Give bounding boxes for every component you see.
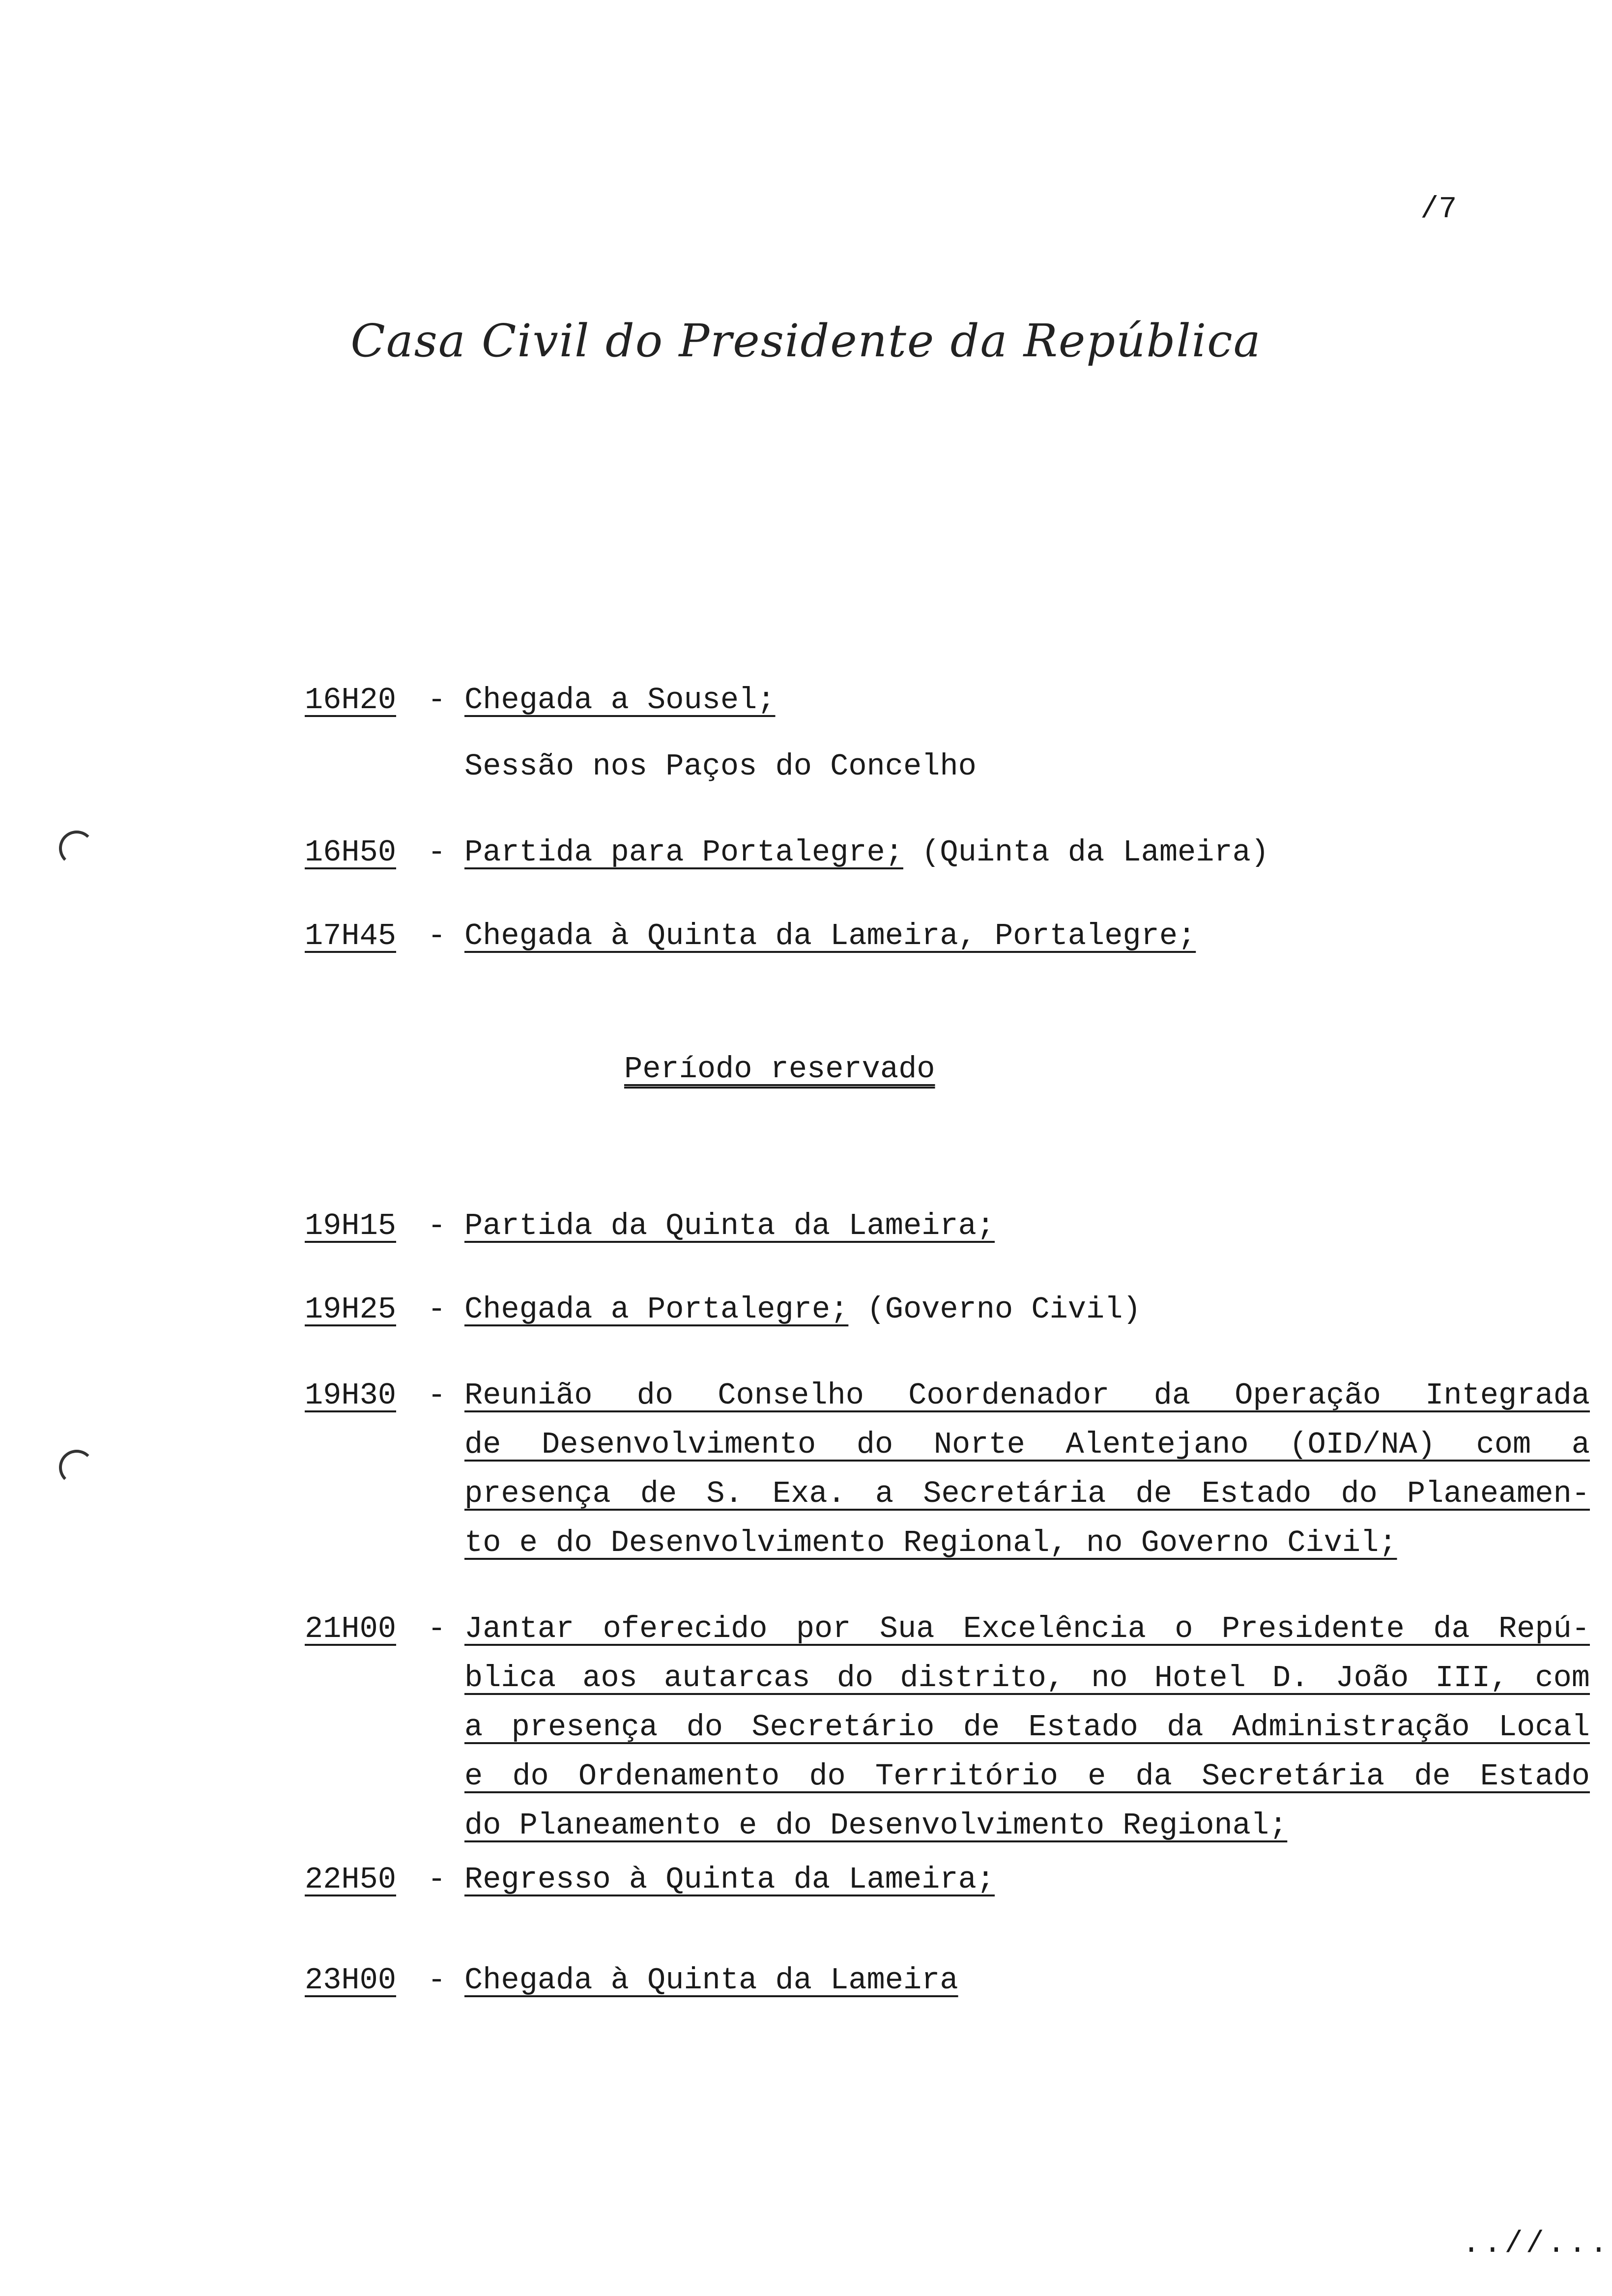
- entry-dash: -: [428, 1963, 446, 1998]
- entry-line: a presença do Secretário de Estado da Administração Local: [464, 1710, 1590, 1745]
- entry-line: Reunião do Conselho Coordenador da Operação Integrada: [464, 1378, 1590, 1413]
- entry-dash: -: [428, 835, 446, 870]
- entry-line: do Planeamento e do Desenvolvimento Regional;: [464, 1808, 1288, 1843]
- letterhead: Casa Civil do Presidente da República: [350, 315, 1262, 367]
- entry-description: [464, 1285, 1590, 1334]
- entry-line: de Desenvolvimento do Norte Alentejano (OID/NA) com a: [464, 1427, 1590, 1462]
- entry-extra-text: (Governo Civil): [848, 1292, 1141, 1327]
- entry-description: [464, 1956, 1590, 2005]
- entry-line: to e do Desenvolvimento Regional, no Governo Civil;: [464, 1525, 1397, 1560]
- entry-time: 19H30: [305, 1378, 397, 1413]
- entry-dash: -: [428, 683, 446, 718]
- entry-dash: -: [428, 918, 446, 953]
- entry-main-text: Chegada a Portalegre;: [464, 1292, 849, 1327]
- entry-line: Jantar oferecido por Sua Excelência o Presidente da Repú-: [464, 1611, 1590, 1646]
- entry-dash: -: [428, 1378, 446, 1413]
- entry-description: [464, 828, 1590, 877]
- entry-description: [464, 1855, 1590, 1904]
- entry-time: 19H25: [305, 1292, 397, 1327]
- entry-time: 23H00: [305, 1963, 397, 1998]
- entry-line: presença de S. Exa. a Secretária de Estado do Planeamen-: [464, 1476, 1590, 1511]
- entry-description: [464, 1605, 1590, 1850]
- entry-time: 22H50: [305, 1862, 397, 1897]
- entry-line: e do Ordenamento do Território e da Secretária de Estado: [464, 1759, 1590, 1794]
- entry-time: 16H50: [305, 835, 397, 870]
- entry-time: 17H45: [305, 918, 397, 953]
- entry-line: Chegada a Sousel;: [464, 683, 776, 718]
- entry-dash: -: [428, 1862, 446, 1897]
- entry-main-text: Regresso à Quinta da Lameira;: [464, 1862, 995, 1897]
- entry-time: 16H20: [305, 683, 397, 718]
- entry-description: [464, 676, 1590, 791]
- entry-dash: -: [428, 1611, 446, 1646]
- entry-line: Sessão nos Paços do Concelho: [464, 749, 977, 784]
- punch-mark-top: [59, 831, 94, 866]
- entry-description: [464, 912, 1590, 961]
- punch-mark-bottom: [59, 1450, 94, 1485]
- entry-extra-text: (Quinta da Lameira): [903, 835, 1269, 870]
- entry-main-text: Chegada à Quinta da Lameira, Portalegre;: [464, 918, 1196, 953]
- entry-main-text: Partida da Quinta da Lameira;: [464, 1208, 995, 1243]
- page-number: /7: [1420, 192, 1457, 227]
- entry-time: 19H15: [305, 1208, 397, 1243]
- reserved-period-heading: Período reservado: [624, 1052, 935, 1087]
- continuation-marker: ..//...: [1462, 2226, 1611, 2261]
- entry-description: [464, 1202, 1590, 1251]
- entry-description: [464, 1371, 1590, 1568]
- entry-main-text: Chegada à Quinta da Lameira: [464, 1963, 958, 1998]
- entry-dash: -: [428, 1208, 446, 1243]
- entry-main-text: Partida para Portalegre;: [464, 835, 903, 870]
- entry-dash: -: [428, 1292, 446, 1327]
- entry-time: 21H00: [305, 1611, 397, 1646]
- entry-line: blica aos autarcas do distrito, no Hotel D. João III, com: [464, 1661, 1590, 1695]
